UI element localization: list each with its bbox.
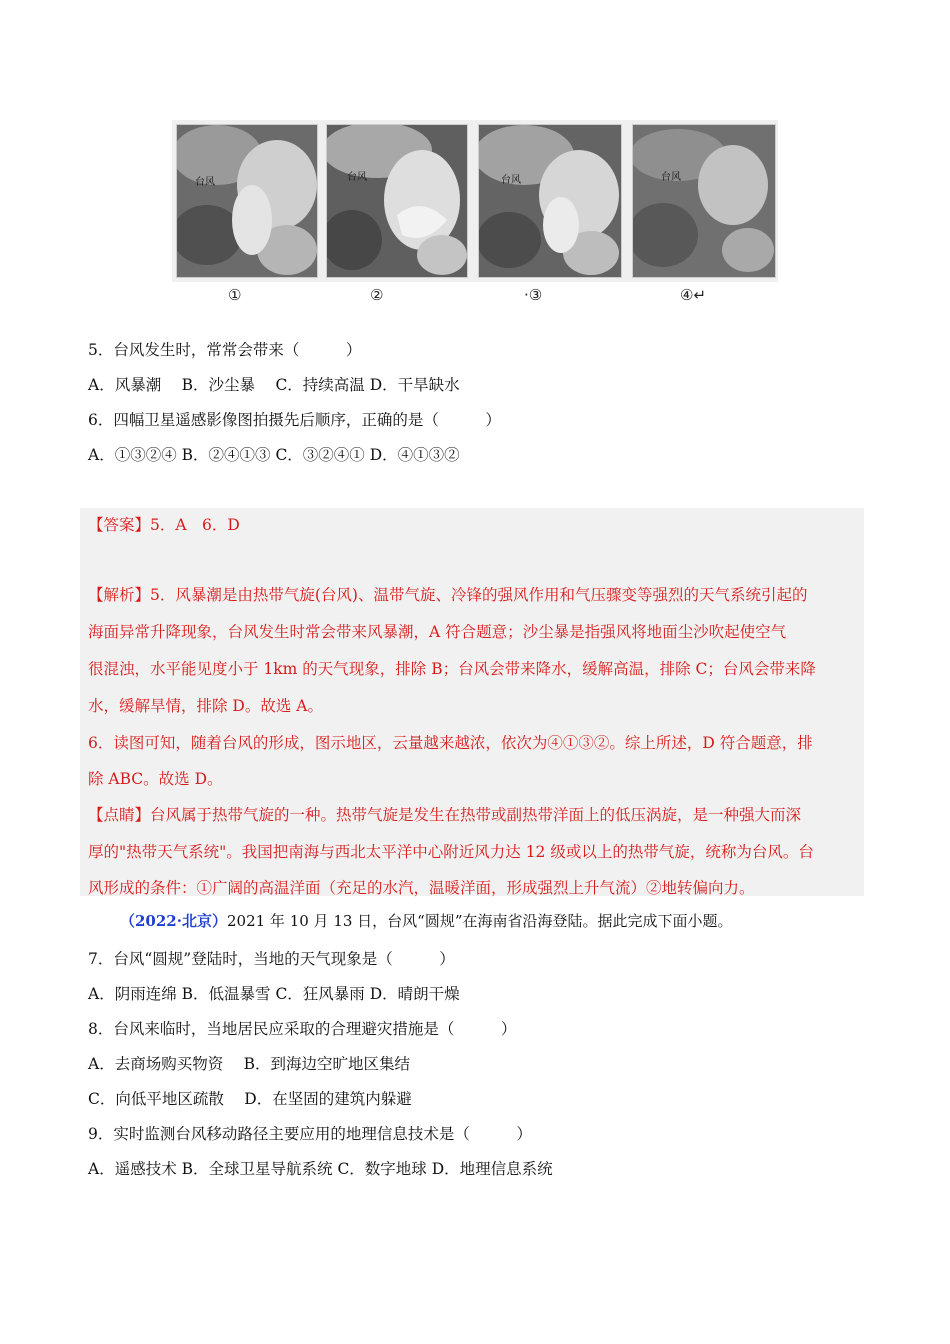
map-label: 台风 [195, 177, 215, 188]
analysis-line: 【解析】5．风暴潮是由热带气旋(台风)、温带气旋、冷锋的强风作用和气压骤变等强烈的天气系统引起的 [88, 586, 808, 604]
satellite-image-strip [172, 120, 778, 282]
image-caption-3: ·③ [524, 286, 543, 304]
tip-line: 【点睛】台风属于热带气旋的一种。热带气旋是发生在热带或副热带洋面上的低压涡旋，是一种强大而深 [88, 806, 802, 824]
tip-line: 风形成的条件：①广阔的高温洋面（充足的水汽，温暖洋面，形成强烈上升气流）②地转偏向力。 [88, 879, 755, 897]
question-5-options: A．风暴潮 B．沙尘暴 C．持续高温 D．干旱缺水 [88, 376, 460, 394]
question-7-options: A．阴雨连绵 B．低温暴雪 C．狂风暴雨 D．晴朗干燥 [88, 985, 460, 1003]
question-8-stem: 8．台风来临时，当地居民应采取的合理避灾措施是（ ） [88, 1020, 517, 1038]
question-9-options: A．遥感技术 B．全球卫星导航系统 C．数字地球 D．地理信息系统 [88, 1160, 553, 1178]
map-label: 台风 [501, 175, 521, 186]
satellite-image-4 [632, 124, 776, 278]
analysis-line: 水，缓解旱情，排除 D。故选 A。 [88, 697, 323, 715]
satellite-image-2 [326, 124, 468, 278]
satellite-image-3 [478, 124, 622, 278]
question-5-stem: 5．台风发生时，常常会带来（ ） [88, 341, 362, 359]
question-9-stem: 9．实时监测台风移动路径主要应用的地理信息技术是（ ） [88, 1125, 532, 1143]
image-caption-2: ② [370, 286, 384, 304]
question-7-stem: 7．台风“圆规”登陆时，当地的天气现象是（ ） [88, 950, 455, 968]
tip-line: 厚的"热带天气系统"。我国把南海与西北太平洋中心附近风力达 12 级或以上的热带气旋，统称为台风。台 [88, 843, 814, 861]
analysis-line: 海面异常升降现象，台风发生时常会带来风暴潮，A 符合题意；沙尘暴是指强风将地面尘沙吹起使空气 [88, 623, 787, 641]
intro-text: 2021 年 10 月 13 日，台风“圆规”在海南省沿海登陆。据此完成下面小题。 [226, 912, 733, 930]
question-6-stem: 6．四幅卫星遥感影像图拍摄先后顺序，正确的是（ ） [88, 411, 501, 429]
question-8-options-row1: A．去商场购买物资 B．到海边空旷地区集结 [88, 1055, 411, 1073]
answer-line: 【答案】5．A 6．D [88, 516, 240, 534]
image-caption-4: ④↵ [680, 286, 707, 304]
satellite-image-1 [176, 124, 318, 278]
analysis-line: 除 ABC。故选 D。 [88, 770, 223, 788]
question-6-options: A．①③②④ B．②④①③ C．③②④① D．④①③② [88, 446, 460, 464]
question-group-intro [120, 910, 733, 931]
image-caption-1: ① [228, 286, 242, 304]
analysis-line: 很混浊，水平能见度小于 1km 的天气现象，排除 B；台风会带来降水，缓解高温，排除 C；台风会带来降 [88, 660, 816, 678]
source-tag: （2022·北京） [120, 912, 227, 930]
question-8-options-row2: C．向低平地区疏散 D．在坚固的建筑内躲避 [88, 1090, 412, 1108]
map-label: 台风 [661, 172, 681, 183]
analysis-line: 6．读图可知，随着台风的形成，图示地区，云量越来越浓，依次为④①③②。综上所述，D 符合题意，排 [88, 734, 813, 752]
map-label: 台风 [347, 172, 367, 183]
